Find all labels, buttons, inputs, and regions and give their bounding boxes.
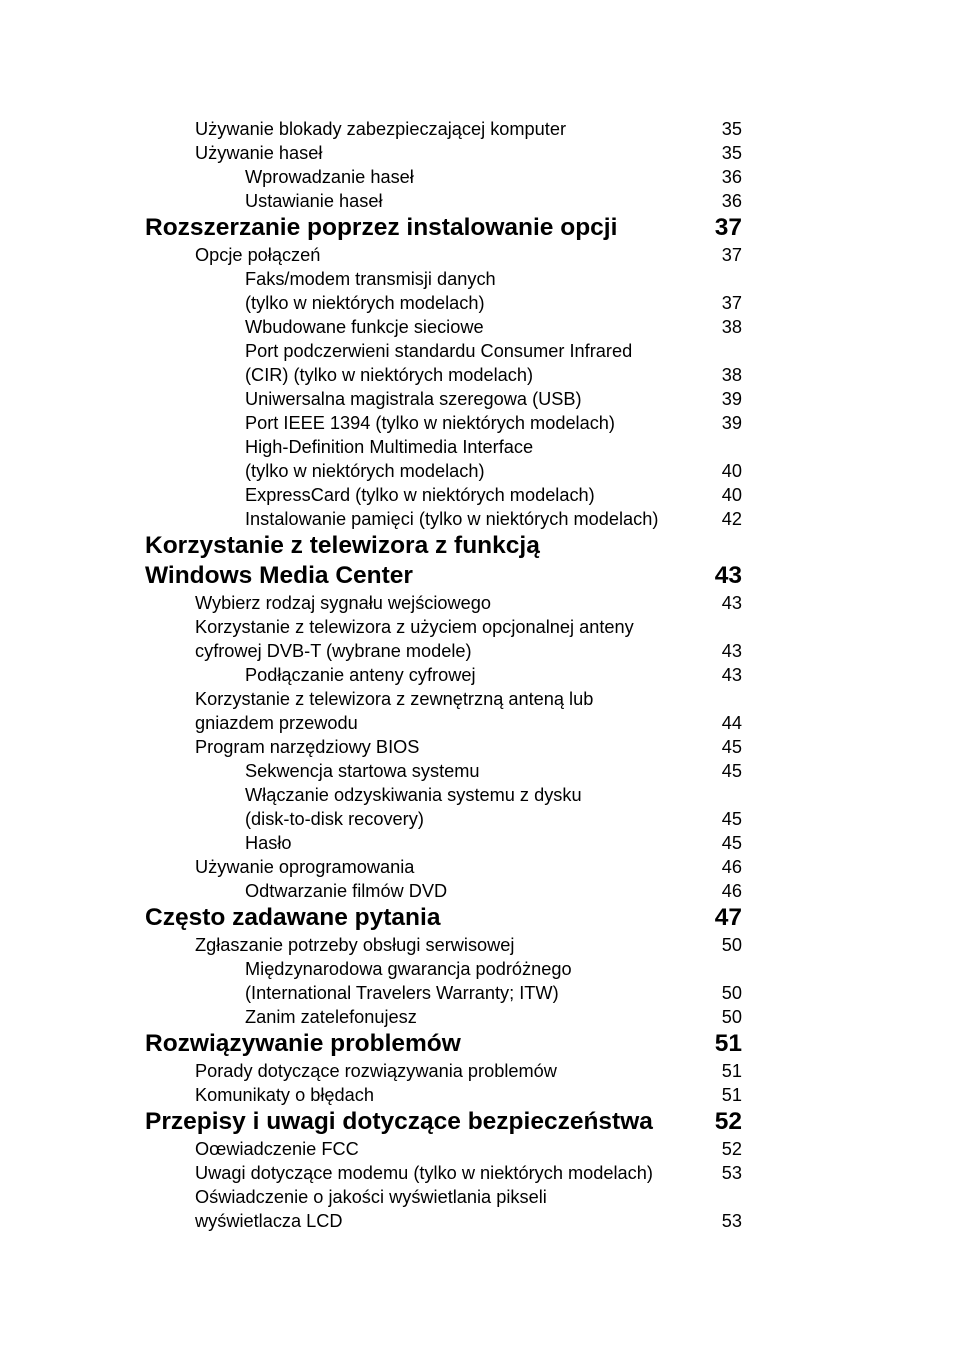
toc-subsection-title: Faks/modem transmisji danych: [245, 269, 496, 289]
page-number: 35: [721, 119, 742, 139]
toc-subsection-entry: [245, 483, 742, 507]
toc-section-title: Zgłaszanie potrzeby obsługi serwisowej: [195, 935, 515, 955]
toc-subsection-entry: [245, 435, 742, 459]
toc-subsection-title: Port podczerwieni standardu Consumer Infrared: [245, 341, 633, 361]
toc-section-entry: [195, 141, 742, 165]
toc-section-entry: [195, 687, 742, 711]
toc-section-title: wyświetlacza LCD: [195, 1211, 343, 1231]
toc-section-entry: [195, 1083, 742, 1107]
toc-chapter-title: Rozwiązywanie problemów: [145, 1030, 461, 1057]
toc-section-entry: [195, 711, 742, 735]
toc-subsection-entry: [245, 879, 742, 903]
page-number: 50: [721, 983, 742, 1003]
page-number: 39: [721, 413, 742, 433]
toc-section-entry: [195, 933, 742, 957]
toc-section-title: Używanie oprogramowania: [195, 857, 415, 877]
toc-subsection-title: Wprowadzanie haseł: [245, 167, 414, 187]
toc-chapter-entry: [145, 1107, 742, 1137]
page-number: 45: [721, 809, 742, 829]
toc-subsection-title: Hasło: [245, 833, 292, 853]
toc-chapter-title: Przepisy i uwagi dotyczące bezpieczeństwa: [145, 1108, 653, 1135]
toc-subsection-title: Instalowanie pamięci (tylko w niektórych modelach): [245, 509, 659, 529]
toc-chapter-entry: [145, 213, 742, 243]
toc-subsection-entry: [245, 459, 742, 483]
page-number: 50: [721, 1007, 742, 1027]
page-number: 37: [721, 293, 742, 313]
page-number: 44: [721, 713, 742, 733]
page-number: 36: [721, 167, 742, 187]
toc-subsection-entry: [245, 165, 742, 189]
toc-subsection-title: Sekwencja startowa systemu: [245, 761, 480, 781]
page-number: 35: [721, 143, 742, 163]
page-number: 39: [721, 389, 742, 409]
toc-section-entry: [195, 615, 742, 639]
toc-section-entry: [195, 1209, 742, 1233]
toc-subsection-entry: [245, 807, 742, 831]
toc-subsection-title: Podłączanie anteny cyfrowej: [245, 665, 476, 685]
toc-chapter-title: Często zadawane pytania: [145, 904, 441, 931]
toc-section-title: Porady dotyczące rozwiązywania problemów: [195, 1061, 557, 1081]
page-number: 53: [721, 1163, 742, 1183]
page-number: 36: [721, 191, 742, 211]
toc-section-title: Uwagi dotyczące modemu (tylko w niektórych modelach): [195, 1163, 653, 1183]
page-number: 43: [714, 562, 742, 589]
toc-subsection-entry: [245, 759, 742, 783]
toc-section-title: Używanie blokady zabezpieczającej komputer: [195, 119, 567, 139]
page-number: 40: [721, 485, 742, 505]
toc-subsection-title: Włączanie odzyskiwania systemu z dysku: [245, 785, 582, 805]
toc-subsection-entry: [245, 315, 742, 339]
toc-subsection-title: (disk-to-disk recovery): [245, 809, 424, 829]
toc-subsection-title: Międzynarodowa gwarancja podróżnego: [245, 959, 572, 979]
toc-chapter-title: Rozszerzanie poprzez instalowanie opcji: [145, 214, 618, 241]
page-number: 50: [721, 935, 742, 955]
toc-subsection-title: Odtwarzanie filmów DVD: [245, 881, 448, 901]
toc-section-title: Program narzędziowy BIOS: [195, 737, 420, 757]
toc-section-entry: [195, 1185, 742, 1209]
toc-section-entry: [195, 1059, 742, 1083]
toc-subsection-title: ExpressCard (tylko w niektórych modelach): [245, 485, 595, 505]
toc-section-title: Opcje połączeń: [195, 245, 321, 265]
page-number: 37: [721, 245, 742, 265]
toc-section-title: Używanie haseł: [195, 143, 323, 163]
toc-subsection-entry: [245, 783, 742, 807]
toc-subsection-title: (International Travelers Warranty; ITW): [245, 983, 559, 1003]
toc-subsection-entry: [245, 363, 742, 387]
page-number: 43: [721, 665, 742, 685]
toc-section-title: Wybierz rodzaj sygnału wejściowego: [195, 593, 492, 613]
page-number: 53: [721, 1211, 742, 1231]
toc-subsection-entry: [245, 339, 742, 363]
toc-subsection-entry: [245, 507, 742, 531]
toc-subsection-entry: [245, 981, 742, 1005]
toc-subsection-entry: [245, 831, 742, 855]
toc-section-entry: [195, 639, 742, 663]
toc-subsection-title: (CIR) (tylko w niektórych modelach): [245, 365, 534, 385]
toc-section-title: gniazdem przewodu: [195, 713, 358, 733]
toc-subsection-title: Zanim zatelefonujesz: [245, 1007, 417, 1027]
toc-section-entry: [195, 1137, 742, 1161]
toc-section-entry: [195, 243, 742, 267]
page-number: 51: [721, 1061, 742, 1081]
page-number: 43: [721, 593, 742, 613]
toc-chapter-entry: [145, 1029, 742, 1059]
toc-subsection-title: Ustawianie haseł: [245, 191, 383, 211]
toc-chapter-entry: [145, 903, 742, 933]
toc-subsection-title: (tylko w niektórych modelach): [245, 293, 485, 313]
toc-section-entry: [195, 591, 742, 615]
page-number: 45: [721, 761, 742, 781]
toc-subsection-entry: [245, 387, 742, 411]
page-number: 52: [721, 1139, 742, 1159]
page-number: 45: [721, 833, 742, 853]
page-number: 51: [721, 1085, 742, 1105]
page-number: 47: [714, 904, 742, 931]
toc-chapter-entry: [145, 561, 742, 591]
toc-chapter-entry: [145, 531, 742, 561]
page-number: 38: [721, 365, 742, 385]
page-number: 38: [721, 317, 742, 337]
toc-section-entry: [195, 855, 742, 879]
toc-subsection-title: Wbudowane funkcje sieciowe: [245, 317, 484, 337]
toc-subsection-title: (tylko w niektórych modelach): [245, 461, 485, 481]
page-number: 46: [721, 881, 742, 901]
page-number: 45: [721, 737, 742, 757]
toc-subsection-entry: [245, 663, 742, 687]
toc-subsection-entry: [245, 189, 742, 213]
toc-subsection-entry: [245, 1005, 742, 1029]
page-number: 43: [721, 641, 742, 661]
toc-subsection-entry: [245, 267, 742, 291]
toc-section-title: Oświadczenie o jakości wyświetlania pikseli: [195, 1187, 547, 1207]
toc-section-entry: [195, 117, 742, 141]
page-number: 51: [714, 1030, 742, 1057]
toc-subsection-entry: [245, 291, 742, 315]
toc-section-title: cyfrowej DVB-T (wybrane modele): [195, 641, 472, 661]
toc-section-title: Oœwiadczenie FCC: [195, 1139, 359, 1159]
toc-section-title: Komunikaty o błędach: [195, 1085, 374, 1105]
toc-section-title: Korzystanie z telewizora z zewnętrzną anteną lub: [195, 689, 594, 709]
page-number: 40: [721, 461, 742, 481]
toc-chapter-title: Korzystanie z telewizora z funkcją: [145, 532, 540, 559]
page-number: 37: [714, 214, 742, 241]
page-number: 52: [714, 1108, 742, 1135]
page-number: 46: [721, 857, 742, 877]
toc-chapter-title: Windows Media Center: [145, 562, 413, 589]
page-number: 42: [721, 509, 742, 529]
toc-subsection-title: High-Definition Multimedia Interface: [245, 437, 534, 457]
toc-section-entry: [195, 735, 742, 759]
toc-subsection-title: Port IEEE 1394 (tylko w niektórych modelach): [245, 413, 615, 433]
toc-subsection-title: Uniwersalna magistrala szeregowa (USB): [245, 389, 582, 409]
toc-section-title: Korzystanie z telewizora z użyciem opcjonalnej anteny: [195, 617, 634, 637]
toc-subsection-entry: [245, 411, 742, 435]
toc-section-entry: [195, 1161, 742, 1185]
toc-subsection-entry: [245, 957, 742, 981]
